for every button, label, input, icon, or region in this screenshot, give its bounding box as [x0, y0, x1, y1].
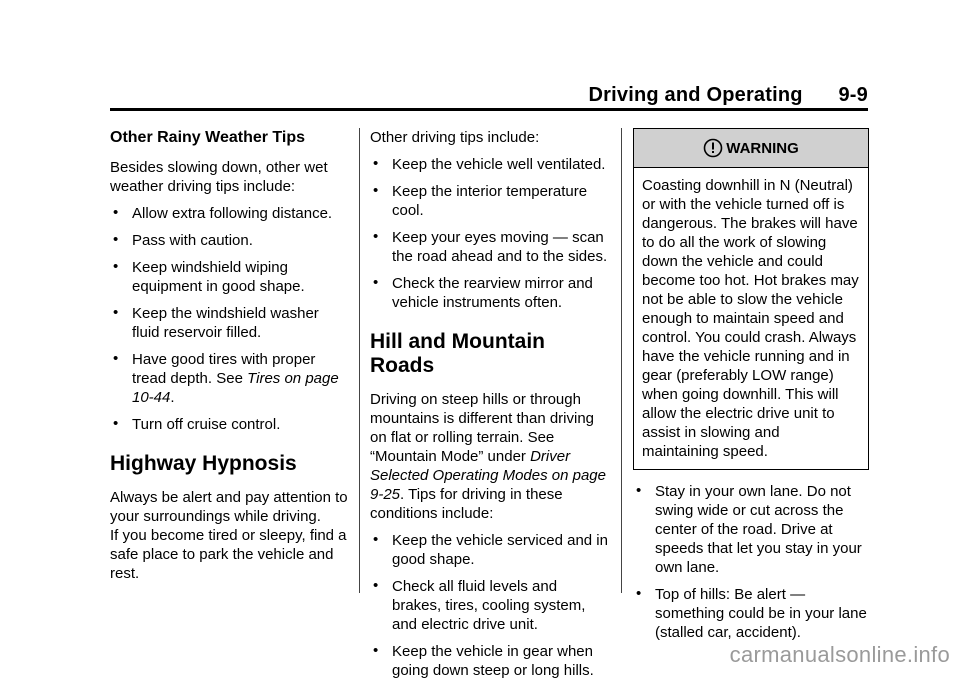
- list-item: • Keep your eyes moving — scan the road ahead and to the sides.: [373, 228, 608, 265]
- bullet-icon: •: [373, 577, 379, 594]
- bullet-icon: •: [113, 204, 119, 221]
- hill-tips-list: [370, 531, 610, 680]
- warning-triangle-icon: [703, 138, 723, 158]
- list-item: • Keep the vehicle well ventilated.: [373, 155, 606, 173]
- column-2: [370, 128, 610, 688]
- bullet-icon: •: [636, 585, 642, 602]
- operating-modes-link[interactable]: Driver Selected Operating Modes on page 9-25: [370, 448, 606, 503]
- list-item: • Check the rearview mirror and vehicle instruments often.: [373, 274, 593, 311]
- warning-title: WARNING: [726, 139, 799, 157]
- list-item: • Keep windshield wiping equipment in good shape.: [113, 258, 305, 295]
- list-item: • Pass with caution.: [113, 231, 253, 249]
- list-item: • Have good tires with proper tread depth. See Tires on page 10-44.: [113, 350, 339, 406]
- highway-hypnosis-heading: Highway Hypnosis: [110, 452, 297, 475]
- column-divider-1: [359, 128, 360, 593]
- warning-header: [634, 129, 868, 168]
- bullet-icon: •: [113, 350, 119, 367]
- bullet-icon: •: [113, 415, 119, 432]
- header-rule: [110, 108, 868, 111]
- warning-box: [633, 128, 869, 470]
- column-3: [633, 128, 869, 650]
- driving-tips-intro: Other driving tips include:: [370, 129, 540, 146]
- bullet-icon: •: [373, 531, 379, 548]
- list-item: • Keep the windshield washer fluid reservoir filled.: [113, 304, 319, 341]
- section-title: Driving and Operating: [588, 84, 803, 106]
- driving-tips-list: [370, 155, 610, 312]
- list-item: • Allow extra following distance.: [113, 204, 333, 222]
- list-item: • Check all fluid levels and brakes, tires, cooling system, and electric drive unit.: [373, 577, 586, 633]
- rainy-weather-heading: Other Rainy Weather Tips: [110, 129, 306, 146]
- tires-page-link[interactable]: Tires on page 10-44: [132, 370, 339, 406]
- hypnosis-paragraph-1: Always be alert and pay attention to your surroundings while driving.: [110, 489, 348, 525]
- bullet-icon: •: [113, 231, 119, 248]
- watermark: carmanualsonline.info: [729, 642, 950, 667]
- bullet-icon: •: [113, 258, 119, 275]
- warning-text: Coasting downhill in N (Neutral) or with the vehicle turned off is dangerous. The brakes will have to do all the work of slowing down the vehicle and could become too hot. Hot brakes may not be able to slow the vehicle enough to maintain speed and control. You could crash. Always have the vehicle running and in gear (preferably LOW range) when going downhill. This will allow the electric drive unit to assist in slowing and maintaining speed.: [642, 177, 859, 460]
- bullet-icon: •: [373, 228, 379, 245]
- bullet-icon: •: [373, 155, 379, 172]
- rainy-weather-list: [110, 204, 348, 434]
- column-1: [110, 128, 348, 591]
- list-item: • Turn off cruise control.: [113, 415, 281, 433]
- bullet-icon: •: [113, 304, 119, 321]
- page-header: [588, 84, 868, 107]
- bullet-icon: •: [373, 274, 379, 291]
- bullet-icon: •: [636, 482, 642, 499]
- list-item: • Top of hills: Be alert — something could be in your lane (stalled car, accident).: [636, 585, 867, 641]
- hill-tips-list-continued: [633, 482, 869, 642]
- hypnosis-paragraph-2: If you become tired or sleepy, find a safe place to park the vehicle and rest.: [110, 527, 347, 582]
- page-number: 9-9: [838, 84, 868, 106]
- hill-mountain-heading: Hill and Mountain Roads: [370, 330, 545, 377]
- hill-mountain-paragraph: Driving on steep hills or through mountains is different than driving on flat or rolling terrain. See “Mountain Mode” under Driver Selected Operating Modes on page 9-25. Tips for driving in these conditions include:: [370, 391, 606, 522]
- bullet-icon: •: [373, 642, 379, 659]
- bullet-icon: •: [373, 182, 379, 199]
- list-item: • Keep the vehicle in gear when going down steep or long hills.: [373, 642, 594, 679]
- rainy-weather-intro: Besides slowing down, other wet weather driving tips include:: [110, 159, 328, 195]
- list-item: • Keep the interior temperature cool.: [373, 182, 588, 219]
- list-item: • Stay in your own lane. Do not swing wide or cut across the center of the road. Drive at speeds that let you stay in your own lane.: [636, 482, 862, 576]
- column-divider-2: [621, 128, 622, 593]
- list-item: • Keep the vehicle serviced and in good shape.: [373, 531, 608, 568]
